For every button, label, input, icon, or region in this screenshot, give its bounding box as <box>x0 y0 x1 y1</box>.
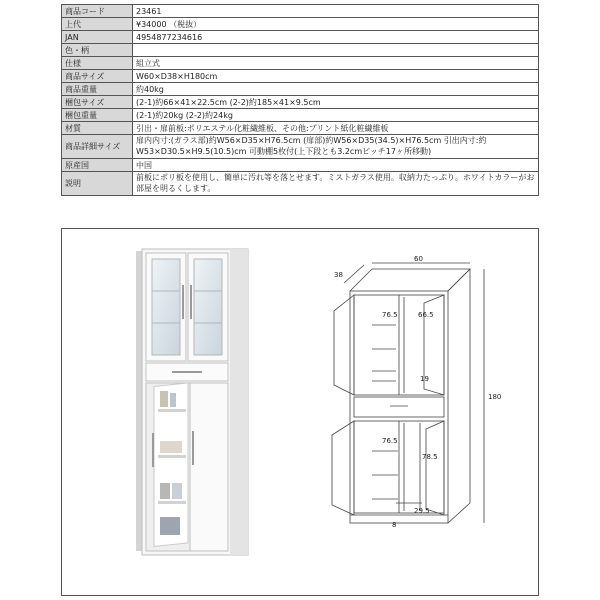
spec-row <box>62 18 539 31</box>
spec-label: 上代 <box>62 18 133 31</box>
product-photo <box>130 245 256 559</box>
spec-row <box>62 57 539 70</box>
spec-row <box>62 135 539 159</box>
spec-value: W60×D38×H180cm <box>133 70 539 83</box>
dim-height: 180 <box>488 393 502 401</box>
spec-row <box>62 83 539 96</box>
spec-label: 仕様 <box>62 57 133 70</box>
image-panel <box>61 228 539 596</box>
spec-label: 材質 <box>62 122 133 135</box>
spec-row <box>62 122 539 135</box>
spec-label: 説明 <box>62 172 133 196</box>
spec-value: 4954877234616 <box>133 31 539 44</box>
spec-row <box>62 96 539 109</box>
spec-label: 梱包サイズ <box>62 96 133 109</box>
spec-row <box>62 172 539 196</box>
dim-gap: 19 <box>420 375 429 383</box>
spec-row <box>62 31 539 44</box>
dim-lower-height: 78.5 <box>422 453 438 461</box>
dim-width: 60 <box>414 255 423 263</box>
dim-upper-left: 76.5 <box>382 311 398 319</box>
spec-value: 約40kg <box>133 83 539 96</box>
dim-lower-depth: 29.5 <box>414 507 430 515</box>
spec-label: 商品詳細サイズ <box>62 135 133 159</box>
dim-plinth: 8 <box>392 521 397 529</box>
spec-value: (2-1)約66×41×22.5cm (2-2)約185×41×9.5cm <box>133 96 539 109</box>
spec-label: JAN <box>62 31 133 44</box>
spec-row <box>62 44 539 57</box>
spec-value: (2-1)約20kg (2-2)約24kg <box>133 109 539 122</box>
spec-value: 前板にポリ板を使用し、簡単に汚れ等を落とせます。ミストガラス使用。収納力たっぷり。ホワイトカラーがお部屋を明るくします。 <box>133 172 539 196</box>
spec-label: 商品コード <box>62 5 133 18</box>
spec-label: 商品サイズ <box>62 70 133 83</box>
spec-label: 色・柄 <box>62 44 133 57</box>
spec-row <box>62 109 539 122</box>
spec-label: 原産国 <box>62 159 133 172</box>
spec-row <box>62 5 539 18</box>
spec-row <box>62 70 539 83</box>
spec-table <box>61 4 539 196</box>
spec-label: 梱包重量 <box>62 109 133 122</box>
spec-value: 組立式 <box>133 57 539 70</box>
spec-label: 商品重量 <box>62 83 133 96</box>
dimension-diagram <box>320 253 520 553</box>
dim-lower-left: 76.5 <box>382 437 398 445</box>
spec-value: 扉内内寸:(ガラス部)約W56×D35×H76.5cm (扉部)約W56×D35(34.5)×H76.5cm 引出内寸:約W53×D30.5×H9.5(10.5)cm 可動棚5枚付(上下段とも3.2cmピッチ17ヶ所移動) <box>133 135 539 159</box>
spec-value: 中国 <box>133 159 539 172</box>
spec-value: 23461 <box>133 5 539 18</box>
spec-value: ¥34000 （税抜） <box>133 18 539 31</box>
spec-row <box>62 159 539 172</box>
spec-value <box>133 44 539 57</box>
dim-upper-right: 66.5 <box>418 311 434 319</box>
spec-value: 引出・扉前板:ポリエステル化粧繊維板、その他:プリント紙化粧繊維板 <box>133 122 539 135</box>
dim-depth: 38 <box>334 271 343 279</box>
